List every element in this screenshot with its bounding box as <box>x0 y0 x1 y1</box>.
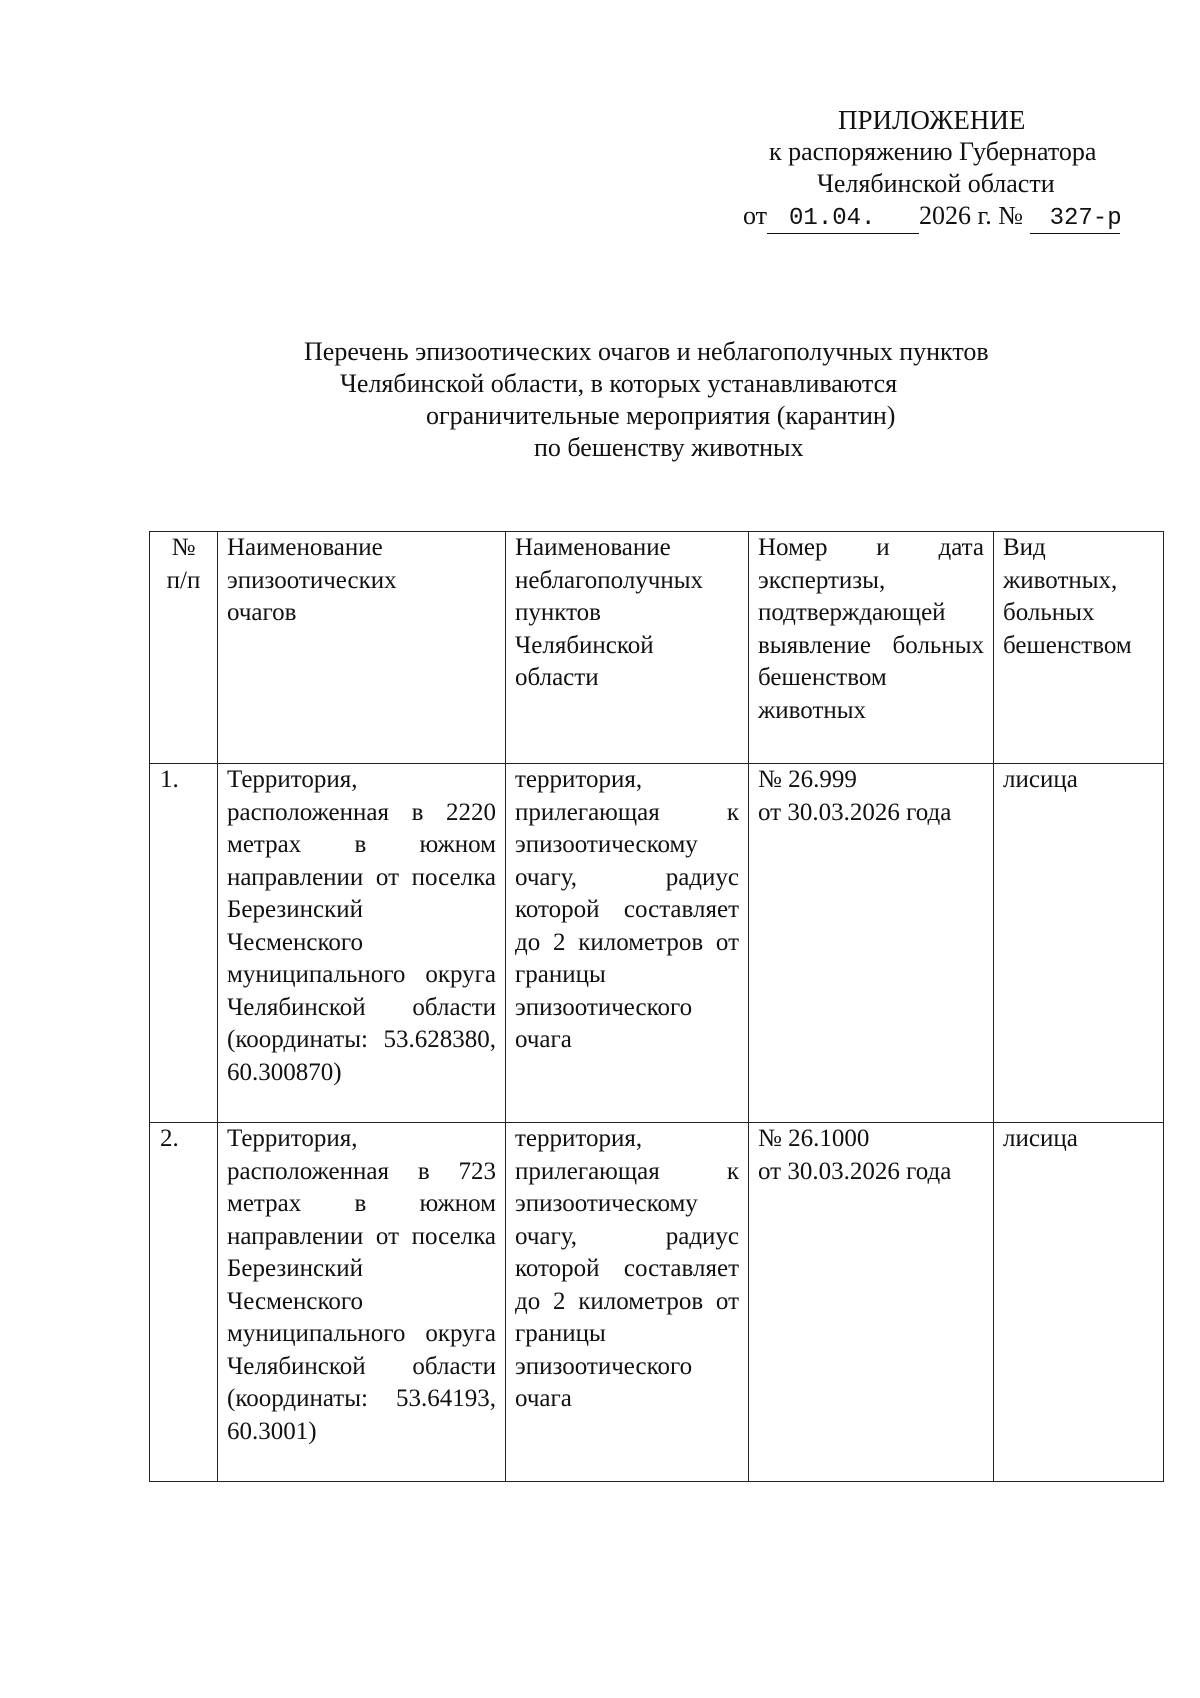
row-focus: Территория, расположенная в 723 метрах в южном направлении от поселка Березинский Чесменского муниципального округа Челябинской области (координаты: 53.64193, 60.3001) <box>218 1123 506 1482</box>
header-cell-expertise: Номер и дата экспертизы, подтверждающей выявление больных бешенством животных <box>749 532 994 764</box>
title-line-4: по бешенству животных <box>534 433 804 462</box>
header-cell-number: № п/п <box>150 532 218 764</box>
decree-number: 327-р <box>1030 205 1120 234</box>
appendix-region-line: Челябинской области <box>817 169 1055 198</box>
year-text: 2026 г. № <box>919 201 1024 230</box>
row-expertise: № 26.1000 от 30.03.2026 года <box>749 1123 994 1482</box>
row-focus: Территория, расположенная в 2220 метрах в южном направлении от поселка Березинский Чесменского муниципального округа Челябинской области (координаты: 53.628380, 60.300870) <box>218 764 506 1123</box>
row-point: территория, прилегающая к эпизоотическому очагу, радиус которой составляет до 2 километров от границы эпизоотического очага <box>506 1123 749 1482</box>
table-header-row <box>150 532 1164 764</box>
table-row <box>150 1123 1164 1482</box>
row-expertise: № 26.999 от 30.03.2026 года <box>749 764 994 1123</box>
row-point: территория, прилегающая к эпизоотическому очагу, радиус которой составляет до 2 километров от границы эпизоотического очага <box>506 764 749 1123</box>
date-prefix: от <box>743 201 768 230</box>
appendix-title: ПРИЛОЖЕНИЕ <box>838 105 1026 135</box>
title-line-2: Челябинской области, в которых устанавливаются <box>340 369 898 398</box>
row-animal: лисица <box>994 1123 1164 1482</box>
header-cell-animal: Вид животных, больных бешенством <box>994 532 1164 764</box>
table-row <box>150 764 1164 1123</box>
document-title <box>150 336 1150 464</box>
title-line-1: Перечень эпизоотических очагов и неблагополучных пунктов <box>304 337 989 366</box>
row-number: 1. <box>150 764 218 1123</box>
row-animal: лисица <box>994 764 1164 1123</box>
appendix-decree-line: к распоряжению Губернатора <box>769 137 1097 166</box>
appendix-date-line <box>743 200 1120 234</box>
date-value: 01.04. <box>767 205 919 234</box>
foci-table <box>149 531 1164 1482</box>
title-line-3: ограничительные мероприятия (карантин) <box>426 401 896 430</box>
appendix-header <box>743 104 1145 232</box>
row-number: 2. <box>150 1123 218 1482</box>
header-cell-point: Наименование неблагополучных пунктов Челябинской области <box>506 532 749 764</box>
header-cell-focus: Наименование эпизоотических очагов <box>218 532 506 764</box>
